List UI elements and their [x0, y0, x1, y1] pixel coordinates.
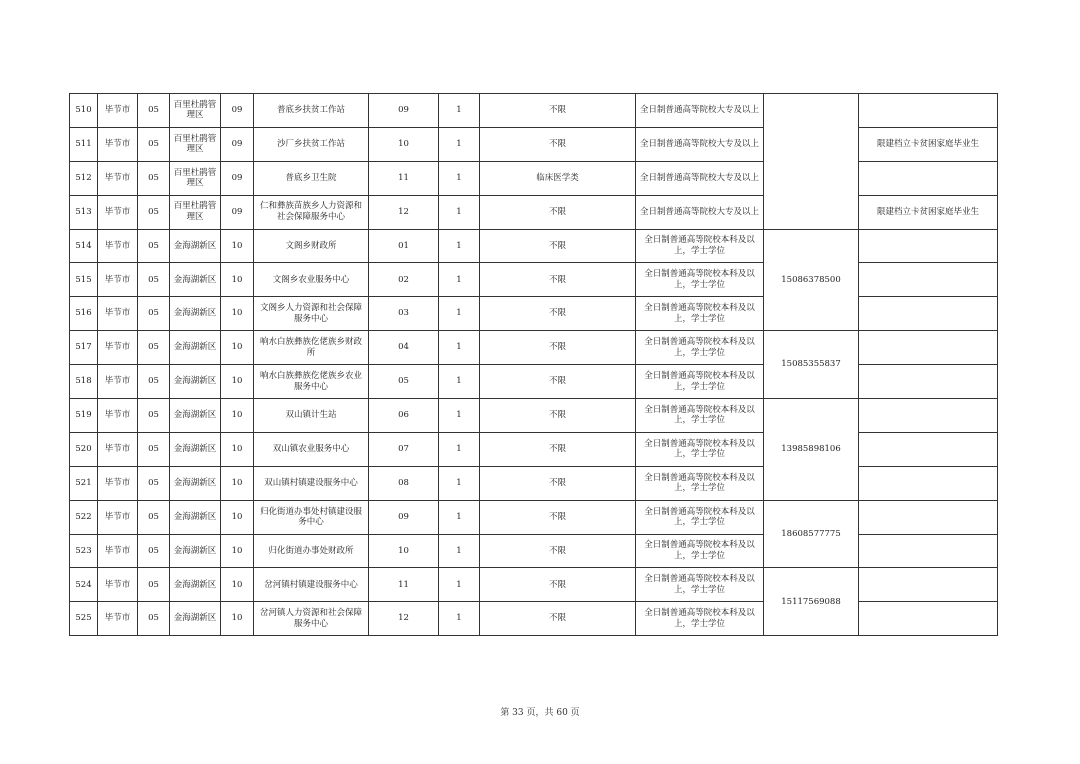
remarks-cell: [859, 568, 998, 602]
position-code-cell: 12: [369, 602, 439, 636]
major-cell: 不限: [480, 127, 636, 161]
district-cell: 金海湖新区: [170, 365, 221, 399]
education-cell: 全日制普通高等院校本科及以上，学士学位: [636, 534, 764, 568]
major-cell: 不限: [480, 331, 636, 365]
employer-cell: 响水白族彝族仡佬族乡农业服务中心: [254, 365, 369, 399]
district-cell: 金海湖新区: [170, 229, 221, 263]
row-number: 525: [70, 602, 98, 636]
row-number: 515: [70, 263, 98, 297]
position-code-cell: 10: [369, 534, 439, 568]
row-number: 510: [70, 94, 98, 128]
district-code-cell: 10: [221, 466, 254, 500]
remarks-cell: [859, 399, 998, 433]
contact-phone-cell: 15117569088: [764, 568, 859, 636]
city-code-cell: 05: [138, 365, 170, 399]
city-code-cell: 05: [138, 331, 170, 365]
education-cell: 全日制普通高等院校大专及以上: [636, 94, 764, 128]
city-cell: 毕节市: [98, 466, 138, 500]
city-cell: 毕节市: [98, 365, 138, 399]
district-cell: 金海湖新区: [170, 399, 221, 433]
city-code-cell: 05: [138, 399, 170, 433]
education-cell: 全日制普通高等院校本科及以上，学士学位: [636, 568, 764, 602]
remarks-cell: [859, 297, 998, 331]
education-cell: 全日制普通高等院校本科及以上，学士学位: [636, 229, 764, 263]
remarks-cell: [859, 365, 998, 399]
position-code-cell: 03: [369, 297, 439, 331]
page-number: 第 33 页，共 60 页: [500, 708, 580, 718]
district-code-cell: 10: [221, 500, 254, 534]
district-cell: 金海湖新区: [170, 466, 221, 500]
major-cell: 不限: [480, 297, 636, 331]
table-row: [70, 365, 998, 399]
education-cell: 全日制普通高等院校本科及以上，学士学位: [636, 399, 764, 433]
table-row: [70, 229, 998, 263]
city-code-cell: 05: [138, 161, 170, 195]
major-cell: 不限: [480, 94, 636, 128]
education-cell: 全日制普通高等院校大专及以上: [636, 195, 764, 229]
district-cell: 金海湖新区: [170, 263, 221, 297]
employer-cell: 普底乡扶贫工作站: [254, 94, 369, 128]
city-code-cell: 05: [138, 602, 170, 636]
headcount-cell: 1: [439, 195, 480, 229]
employer-cell: 双山镇农业服务中心: [254, 432, 369, 466]
city-code-cell: 05: [138, 500, 170, 534]
city-code-cell: 05: [138, 195, 170, 229]
position-code-cell: 02: [369, 263, 439, 297]
row-number: 520: [70, 432, 98, 466]
position-code-cell: 09: [369, 500, 439, 534]
employer-cell: 普底乡卫生院: [254, 161, 369, 195]
headcount-cell: 1: [439, 365, 480, 399]
employer-cell: 文阁乡农业服务中心: [254, 263, 369, 297]
city-code-cell: 05: [138, 432, 170, 466]
position-code-cell: 05: [369, 365, 439, 399]
contact-phone-cell: 18608577775: [764, 500, 859, 568]
table-row: [70, 534, 998, 568]
district-cell: 百里杜鹃管理区: [170, 195, 221, 229]
headcount-cell: 1: [439, 161, 480, 195]
table-row: [70, 331, 998, 365]
table-row: [70, 500, 998, 534]
employer-cell: 归化街道办事处财政所: [254, 534, 369, 568]
major-cell: 不限: [480, 466, 636, 500]
education-cell: 全日制普通高等院校本科及以上，学士学位: [636, 466, 764, 500]
employer-cell: 仁和彝族苗族乡人力资源和社会保障服务中心: [254, 195, 369, 229]
employer-cell: 归化街道办事处村镇建设服务中心: [254, 500, 369, 534]
position-code-cell: 11: [369, 161, 439, 195]
table-row: [70, 94, 998, 128]
district-code-cell: 09: [221, 161, 254, 195]
employer-cell: 文阁乡人力资源和社会保障服务中心: [254, 297, 369, 331]
education-cell: 全日制普通高等院校本科及以上，学士学位: [636, 365, 764, 399]
contact-phone-cell: 15085355837: [764, 331, 859, 399]
district-code-cell: 09: [221, 195, 254, 229]
city-cell: 毕节市: [98, 534, 138, 568]
table-row: [70, 263, 998, 297]
city-code-cell: 05: [138, 127, 170, 161]
row-number: 513: [70, 195, 98, 229]
employer-cell: 沙厂乡扶贫工作站: [254, 127, 369, 161]
remarks-cell: 限建档立卡贫困家庭毕业生: [859, 195, 998, 229]
row-number: 514: [70, 229, 98, 263]
position-code-cell: 09: [369, 94, 439, 128]
major-cell: 临床医学类: [480, 161, 636, 195]
district-cell: 金海湖新区: [170, 432, 221, 466]
row-number: 522: [70, 500, 98, 534]
education-cell: 全日制普通高等院校大专及以上: [636, 161, 764, 195]
major-cell: 不限: [480, 195, 636, 229]
position-table: [69, 93, 998, 636]
district-cell: 百里杜鹃管理区: [170, 161, 221, 195]
position-code-cell: 06: [369, 399, 439, 433]
district-code-cell: 09: [221, 94, 254, 128]
position-code-cell: 11: [369, 568, 439, 602]
row-number: 524: [70, 568, 98, 602]
headcount-cell: 1: [439, 500, 480, 534]
city-cell: 毕节市: [98, 602, 138, 636]
employer-cell: 响水白族彝族仡佬族乡财政所: [254, 331, 369, 365]
position-code-cell: 12: [369, 195, 439, 229]
headcount-cell: 1: [439, 399, 480, 433]
headcount-cell: 1: [439, 263, 480, 297]
district-code-cell: 10: [221, 297, 254, 331]
district-cell: 金海湖新区: [170, 297, 221, 331]
headcount-cell: 1: [439, 331, 480, 365]
education-cell: 全日制普通高等院校本科及以上，学士学位: [636, 500, 764, 534]
table-row: [70, 297, 998, 331]
city-cell: 毕节市: [98, 297, 138, 331]
education-cell: 全日制普通高等院校本科及以上，学士学位: [636, 432, 764, 466]
contact-phone-cell: [764, 94, 859, 230]
city-code-cell: 05: [138, 466, 170, 500]
city-cell: 毕节市: [98, 432, 138, 466]
district-code-cell: 10: [221, 534, 254, 568]
row-number: 518: [70, 365, 98, 399]
education-cell: 全日制普通高等院校本科及以上，学士学位: [636, 263, 764, 297]
remarks-cell: [859, 94, 998, 128]
district-code-cell: 10: [221, 432, 254, 466]
education-cell: 全日制普通高等院校大专及以上: [636, 127, 764, 161]
headcount-cell: 1: [439, 568, 480, 602]
contact-phone-cell: 15086378500: [764, 229, 859, 331]
district-code-cell: 10: [221, 568, 254, 602]
city-cell: 毕节市: [98, 229, 138, 263]
row-number: 512: [70, 161, 98, 195]
table-row: [70, 161, 998, 195]
city-cell: 毕节市: [98, 568, 138, 602]
major-cell: 不限: [480, 568, 636, 602]
row-number: 519: [70, 399, 98, 433]
headcount-cell: 1: [439, 466, 480, 500]
major-cell: 不限: [480, 263, 636, 297]
major-cell: 不限: [480, 399, 636, 433]
remarks-cell: [859, 432, 998, 466]
headcount-cell: 1: [439, 432, 480, 466]
headcount-cell: 1: [439, 94, 480, 128]
employer-cell: 岔河镇村镇建设服务中心: [254, 568, 369, 602]
major-cell: 不限: [480, 602, 636, 636]
table-body: [70, 94, 998, 636]
district-code-cell: 10: [221, 399, 254, 433]
city-cell: 毕节市: [98, 161, 138, 195]
district-cell: 金海湖新区: [170, 568, 221, 602]
headcount-cell: 1: [439, 602, 480, 636]
district-code-cell: 10: [221, 263, 254, 297]
row-number: 521: [70, 466, 98, 500]
headcount-cell: 1: [439, 534, 480, 568]
city-cell: 毕节市: [98, 94, 138, 128]
city-code-cell: 05: [138, 263, 170, 297]
table-row: [70, 127, 998, 161]
row-number: 516: [70, 297, 98, 331]
remarks-cell: [859, 602, 998, 636]
city-cell: 毕节市: [98, 500, 138, 534]
city-cell: 毕节市: [98, 331, 138, 365]
employer-cell: 文阁乡财政所: [254, 229, 369, 263]
education-cell: 全日制普通高等院校本科及以上，学士学位: [636, 602, 764, 636]
city-code-cell: 05: [138, 297, 170, 331]
city-cell: 毕节市: [98, 263, 138, 297]
headcount-cell: 1: [439, 127, 480, 161]
major-cell: 不限: [480, 500, 636, 534]
district-cell: 金海湖新区: [170, 500, 221, 534]
table-row: [70, 399, 998, 433]
district-cell: 百里杜鹃管理区: [170, 94, 221, 128]
remarks-cell: [859, 331, 998, 365]
position-code-cell: 10: [369, 127, 439, 161]
row-number: 523: [70, 534, 98, 568]
contact-phone-cell: 13985898106: [764, 399, 859, 501]
major-cell: 不限: [480, 365, 636, 399]
district-cell: 金海湖新区: [170, 331, 221, 365]
remarks-cell: [859, 263, 998, 297]
major-cell: 不限: [480, 432, 636, 466]
district-code-cell: 10: [221, 602, 254, 636]
employer-cell: 双山镇村镇建设服务中心: [254, 466, 369, 500]
table-row: [70, 432, 998, 466]
city-cell: 毕节市: [98, 195, 138, 229]
row-number: 511: [70, 127, 98, 161]
remarks-cell: [859, 466, 998, 500]
district-code-cell: 10: [221, 365, 254, 399]
position-code-cell: 08: [369, 466, 439, 500]
major-cell: 不限: [480, 534, 636, 568]
employer-cell: 岔河镇人力资源和社会保障服务中心: [254, 602, 369, 636]
remarks-cell: [859, 161, 998, 195]
table-row: [70, 195, 998, 229]
city-cell: 毕节市: [98, 399, 138, 433]
district-code-cell: 10: [221, 229, 254, 263]
city-code-cell: 05: [138, 534, 170, 568]
major-cell: 不限: [480, 229, 636, 263]
table-row: [70, 602, 998, 636]
city-code-cell: 05: [138, 568, 170, 602]
remarks-cell: [859, 534, 998, 568]
employer-cell: 双山镇计生站: [254, 399, 369, 433]
position-code-cell: 07: [369, 432, 439, 466]
remarks-cell: [859, 500, 998, 534]
city-code-cell: 05: [138, 94, 170, 128]
district-code-cell: 09: [221, 127, 254, 161]
table-row: [70, 568, 998, 602]
position-code-cell: 01: [369, 229, 439, 263]
education-cell: 全日制普通高等院校本科及以上，学士学位: [636, 297, 764, 331]
headcount-cell: 1: [439, 229, 480, 263]
remarks-cell: [859, 229, 998, 263]
education-cell: 全日制普通高等院校本科及以上，学士学位: [636, 331, 764, 365]
district-code-cell: 10: [221, 331, 254, 365]
district-cell: 金海湖新区: [170, 602, 221, 636]
position-code-cell: 04: [369, 331, 439, 365]
headcount-cell: 1: [439, 297, 480, 331]
city-code-cell: 05: [138, 229, 170, 263]
table-row: [70, 466, 998, 500]
city-cell: 毕节市: [98, 127, 138, 161]
remarks-cell: 限建档立卡贫困家庭毕业生: [859, 127, 998, 161]
district-cell: 金海湖新区: [170, 534, 221, 568]
district-cell: 百里杜鹃管理区: [170, 127, 221, 161]
row-number: 517: [70, 331, 98, 365]
